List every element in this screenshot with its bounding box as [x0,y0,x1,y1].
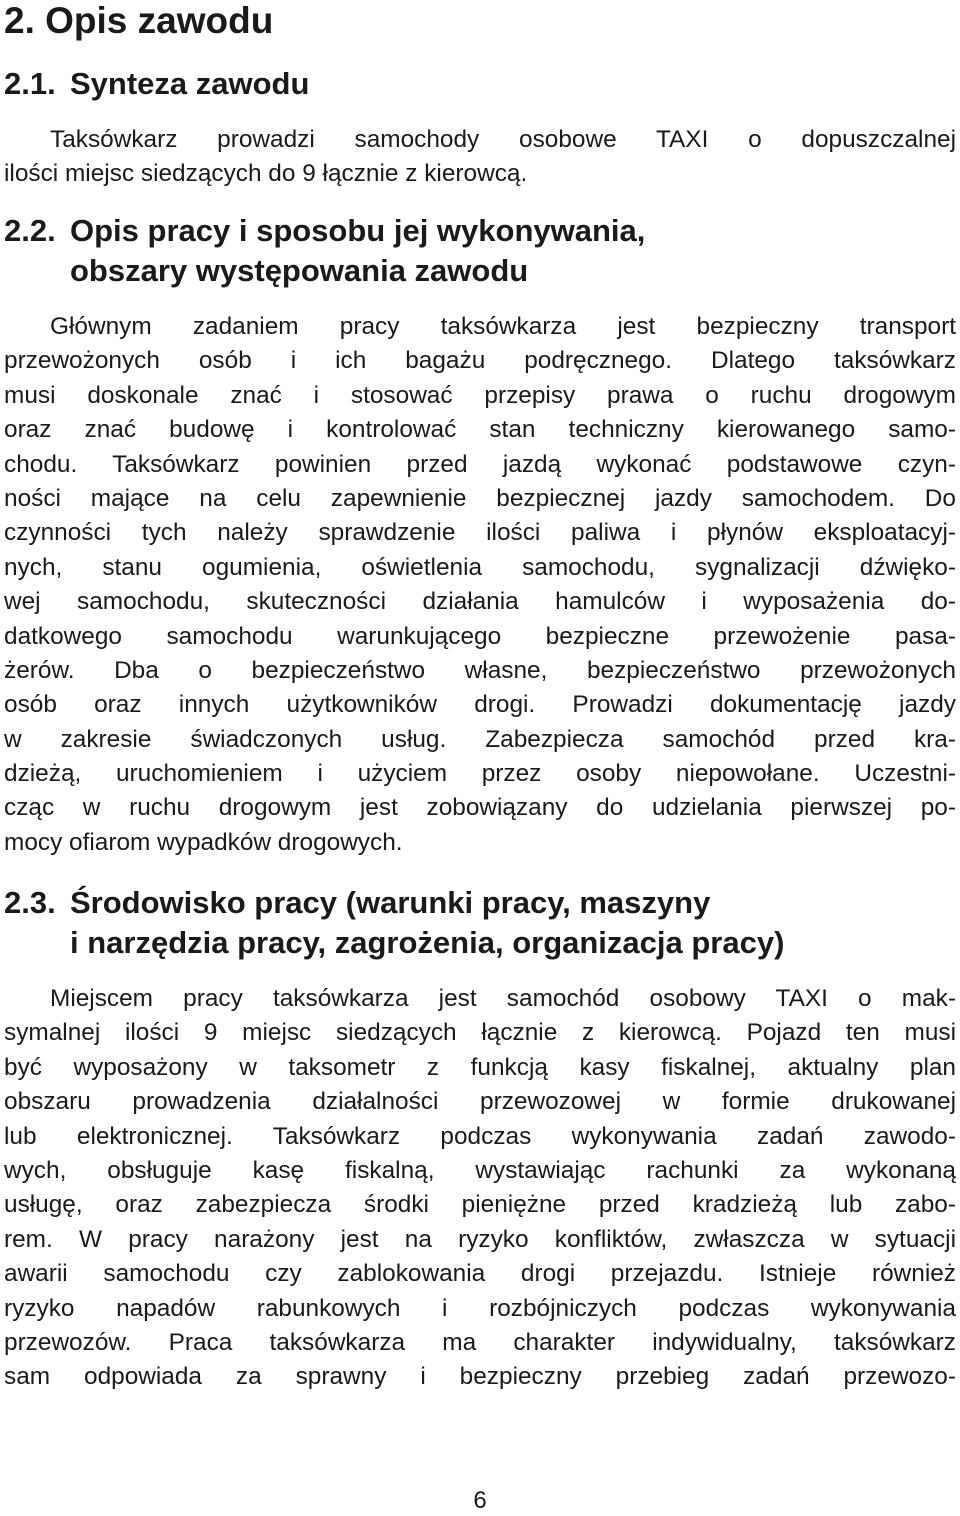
paragraph-line: musi doskonale znać i stosować przepisy prawa o ruchu drogowym [4,381,956,409]
paragraph-line: ilości miejsc siedzących do 9 łącznie z kierowcą. [4,160,528,188]
chapter-title: 2. Opis zawodu [4,0,274,41]
section-heading-line: obszary występowania zawodu [70,253,529,288]
paragraph-line: Miejscem pracy taksówkarza jest samochód osobowy TAXI o mak- [50,985,956,1012]
section-heading-line: Środowisko pracy (warunki pracy, maszyny [70,885,711,920]
paragraph-line: być wyposażony w taksometr z funkcją kasy fiskalnej, aktualny plan [4,1053,956,1081]
paragraph-line: osób oraz innych użytkowników drogi. Prowadzi dokumentację jazdy [4,691,956,719]
section-heading-line: Opis pracy i sposobu jej wykonywania, [70,213,646,248]
paragraph-line: czynności tych należy sprawdzenie ilości paliwa i płynów eksploatacyj- [4,519,956,547]
section-paragraph-2-3 [4,982,956,1395]
section-heading-line: i narzędzia pracy, zagrożenia, organizacja pracy) [70,925,785,960]
section-heading-line: Synteza zawodu [70,66,310,101]
paragraph-line: obszaru prowadzenia działalności przewozowej w formie drukowanej [4,1088,956,1116]
section-number: 2.1. [4,66,56,101]
paragraph-line: ryzyko napadów rabunkowych i rozbójniczych podczas wykonywania [4,1294,956,1322]
paragraph-line: nych, stanu ogumienia, oświetlenia samochodu, sygnalizacji dźwięko- [4,553,956,581]
paragraph-line: awarii samochodu czy zablokowania drogi przejazdu. Istnieje również [4,1260,956,1288]
section-paragraph-2-1 [4,123,956,192]
paragraph-line: Głównym zadaniem pracy taksówkarza jest bezpieczny transport [50,313,956,340]
paragraph-line: przewożonych osób i ich bagażu podręcznego. Dlatego taksówkarz [4,347,956,375]
paragraph-line: lub elektronicznej. Taksówkarz podczas wykonywania zadań zawodo- [4,1122,956,1150]
section-paragraph-2-2 [4,310,956,860]
paragraph-line: przewozów. Praca taksówkarza ma charakter indywidualny, taksówkarz [4,1328,956,1356]
paragraph-line: rem. W pracy narażony jest na ryzyko konfliktów, zwłaszcza w sytuacji [4,1225,956,1253]
section-heading-2-2 [4,211,645,291]
paragraph-line: datkowego samochodu warunkującego bezpieczne przewożenie pasa- [4,622,956,650]
paragraph-line: w zakresie świadczonych usług. Zabezpiecza samochód przed kra- [4,725,956,753]
section-number: 2.2. [4,213,56,248]
paragraph-line: ności mające na celu zapewnienie bezpiecznej jazdy samochodem. Do [4,484,956,512]
paragraph-line: cząc w ruchu drogowym jest zobowiązany do udzielania pierwszej po- [4,794,956,822]
paragraph-line: mocy ofiarom wypadków drogowych. [4,828,403,856]
paragraph-line: symalnej ilości 9 miejsc siedzących łącznie z kierowcą. Pojazd ten musi [4,1019,956,1047]
paragraph-line: wych, obsługuje kasę fiskalną, wystawiając rachunki za wykonaną [4,1156,956,1184]
paragraph-line: żerów. Dba o bezpieczeństwo własne, bezpieczeństwo przewożonych [4,656,956,684]
section-heading-2-1 [4,64,309,104]
page-number: 6 [473,1487,487,1514]
paragraph-line: usługę, oraz zabezpiecza środki pieniężne przed kradzieżą lub zabo- [4,1191,956,1219]
section-heading-2-3 [4,883,784,963]
paragraph-line: wej samochodu, skuteczności działania hamulców i wyposażenia do- [4,588,956,616]
paragraph-line: chodu. Taksówkarz powinien przed jazdą wykonać podstawowe czyn- [4,450,956,478]
paragraph-line: oraz znać budowę i kontrolować stan techniczny kierowanego samo- [4,416,956,444]
section-number: 2.3. [4,885,56,920]
paragraph-line: dzieżą, uruchomieniem i użyciem przez osoby niepowołane. Uczestni- [4,760,956,788]
paragraph-line: Taksówkarz prowadzi samochody osobowe TAXI o dopuszczalnej [50,126,956,153]
paragraph-line: sam odpowiada za sprawny i bezpieczny przebieg zadań przewozo- [4,1363,956,1391]
